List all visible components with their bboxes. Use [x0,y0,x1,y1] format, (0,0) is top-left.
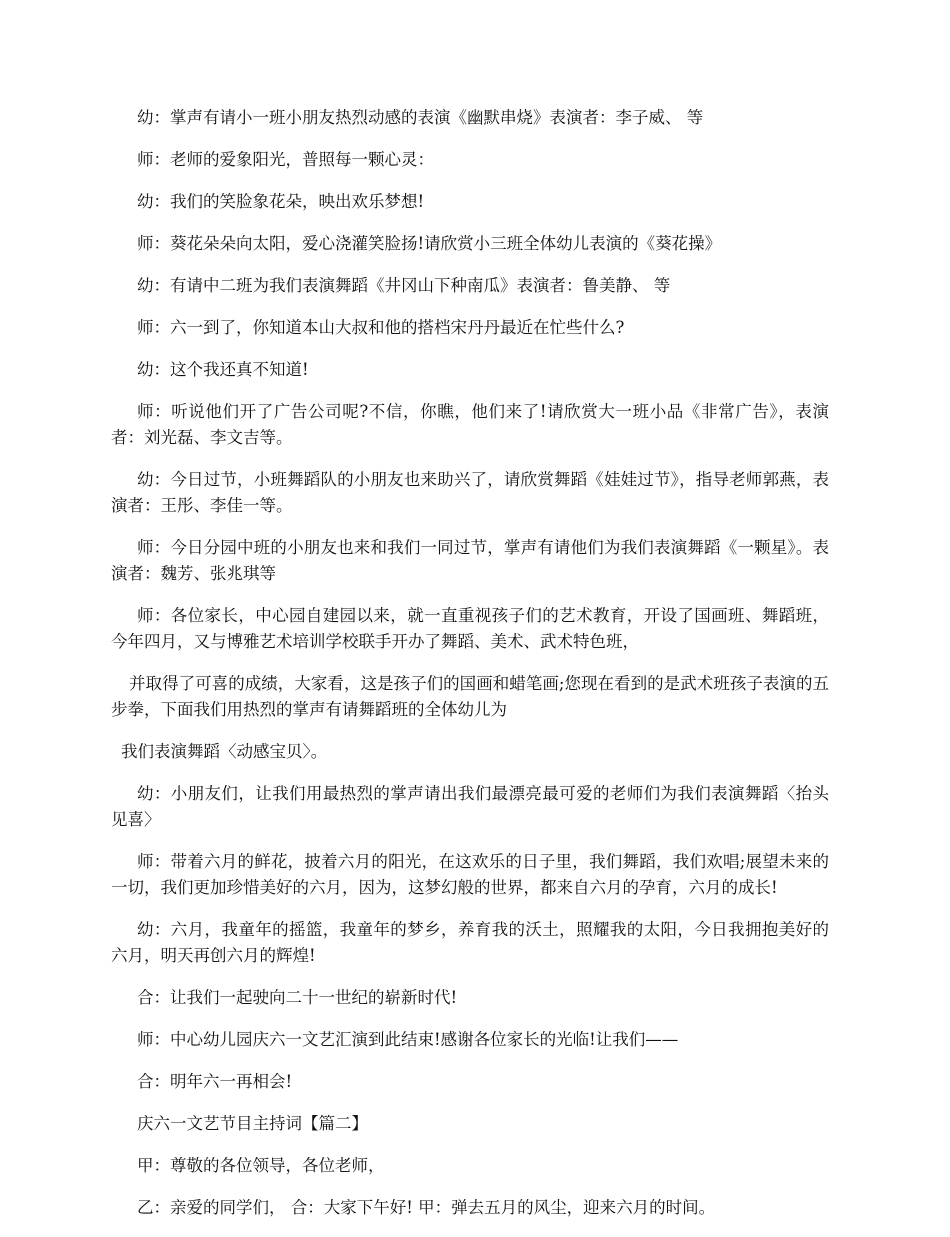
paragraph: 乙：亲爱的同学们， 合：大家下午好! 甲：弹去五月的风尘，迎来六月的时间。 [137,1198,716,1217]
paragraph: 师：带着六月的鲜花，披着六月的阳光，在这欢乐的日子里，我们舞蹈，我们欢唱;展望未来的一切，我们更加珍惜美好的六月，因为，这梦幻般的世界，都来自六月的孕育，六月的成长! [111,852,829,897]
paragraph: 合：明年六一再相会! [137,1072,293,1091]
paragraph: 师：六一到了，你知道本山大叔和他的搭档宋丹丹最近在忙些什么? [137,318,625,337]
paragraph: 师：中心幼儿园庆六一文艺汇演到此结束!感谢各位家长的光临!让我们—— [137,1030,679,1049]
paragraph: 幼：小朋友们，让我们用最热烈的掌声请出我们最漂亮最可爱的老师们为我们表演舞蹈〈抬头见喜〉 [111,784,829,829]
paragraph: 幼：有请中二班为我们表演舞蹈《井冈山下种南瓜》表演者：鲁美静、 等 [137,276,671,295]
paragraph: 并取得了可喜的成绩，大家看，这是孩子们的国画和蜡笔画;您现在看到的是武术班孩子表演的五步拳，下面我们用热烈的掌声有请舞蹈班的全体幼儿为 [111,674,829,719]
paragraph: 师：老师的爱象阳光，普照每一颗心灵： [137,150,434,169]
document-body [111,105,829,1237]
paragraph: 幼：今日过节，小班舞蹈队的小朋友也来助兴了，请欣赏舞蹈《娃娃过节》，指导老师郭燕，表演者：王彤、李佳一等。 [111,470,829,515]
paragraph: 幼：这个我还真不知道! [137,360,309,379]
paragraph: 幼：掌声有请小一班小朋友热烈动感的表演《幽默串烧》表演者：李子威、 等 [137,108,704,127]
paragraph: 甲：尊敬的各位领导，各位老师， [137,1156,385,1175]
paragraph: 师：听说他们开了广告公司呢?不信，你瞧，他们来了!请欣赏大一班小品《非常广告》，表演者：刘光磊、李文吉等。 [111,402,829,447]
paragraph: 师：今日分园中班的小朋友也来和我们一同过节，掌声有请他们为我们表演舞蹈《一颗星》。表演者：魏芳、张兆琪等 [111,538,829,583]
paragraph: 师：各位家长，中心园自建园以来，就一直重视孩子们的艺术教育，开设了国画班、舞蹈班，今年四月，又与博雅艺术培训学校联手开办了舞蹈、美术、武术特色班， [111,606,829,651]
paragraph: 师：葵花朵朵向太阳，爱心浇灌笑脸扬!请欣赏小三班全体幼儿表演的《葵花操》 [137,234,722,253]
paragraph: 合：让我们一起驶向二十一世纪的崭新时代! [137,988,458,1007]
paragraph: 幼：我们的笑脸象花朵，映出欢乐梦想! [137,192,425,211]
section-heading: 庆六一文艺节目主持词【篇二】 [137,1114,368,1133]
paragraph: 我们表演舞蹈〈动感宝贝〉。 [121,742,328,761]
paragraph: 幼：六月，我童年的摇篮，我童年的梦乡，养育我的沃土，照耀我的太阳，今日我拥抱美好的六月，明天再创六月的辉煌! [111,920,829,965]
